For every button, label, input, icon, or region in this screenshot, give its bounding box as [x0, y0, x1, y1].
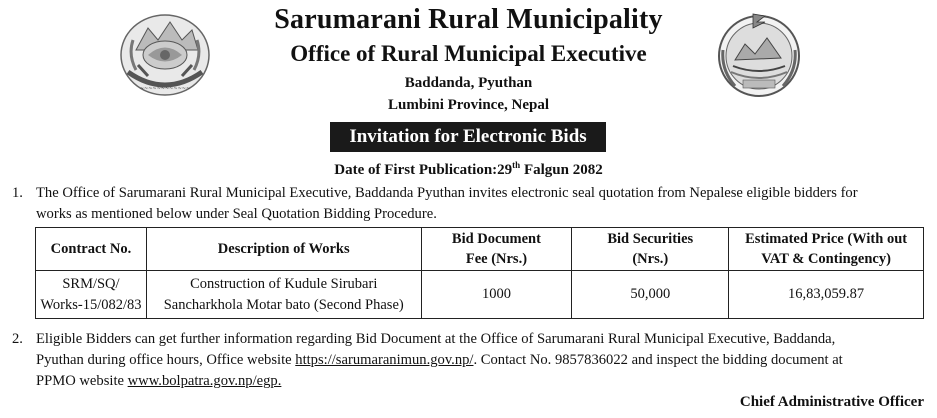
paragraph-1-line-2: works as mentioned below under Seal Quotation Bidding Procedure.	[36, 206, 437, 222]
address-line-1: Baddanda, Pyuthan	[404, 75, 533, 91]
paragraph-2	[12, 329, 923, 392]
cell-contract-no	[36, 271, 147, 319]
header-bid-securities-line-1: Bid Securities	[607, 231, 694, 247]
table-header-row	[36, 228, 924, 271]
contract-no-line-1: SRM/SQ/	[62, 275, 120, 292]
header-contract-no	[36, 228, 147, 271]
banner-text: Invitation for Electronic Bids	[349, 126, 587, 147]
cell-bid-securities: 50,000	[572, 271, 729, 319]
signature-title: Chief Administrative Officer	[739, 394, 924, 410]
publication-date	[0, 160, 937, 179]
paragraph-2-line-2	[36, 350, 923, 371]
table-row	[36, 271, 924, 319]
bids-table	[35, 227, 924, 319]
description-line-1: Construction of Kudule Sirubari	[190, 275, 378, 292]
header-bid-fee-line-1: Bid Document	[451, 231, 541, 247]
cell-description	[146, 271, 421, 319]
page-subtitle: Office of Rural Municipal Executive	[290, 41, 647, 66]
cell-bid-document-fee: 1000	[421, 271, 572, 319]
header-estimated-price-line-2: VAT & Contingency)	[761, 251, 891, 267]
header-description	[146, 228, 421, 271]
paragraph-2-line-2-end: . Contact No. 9857836022 and inspect the bidding document at	[473, 352, 843, 368]
header-description-text: Description of Works	[217, 241, 350, 257]
paragraph-2-line-3	[36, 371, 923, 392]
header-bid-document-fee	[421, 228, 572, 271]
cell-estimated-price: 16,83,059.87	[729, 271, 924, 319]
publication-date-suffix: Falgun 2082	[520, 162, 603, 178]
header-estimated-price-line-1: Estimated Price (With out	[745, 231, 908, 247]
ppmo-link[interactable]: www.bolpatra.gov.np/egp.	[127, 373, 282, 389]
address-line-2: Lumbini Province, Nepal	[388, 97, 549, 113]
page-title: Sarumarani Rural Municipality	[274, 4, 663, 35]
publication-date-superscript: th	[512, 160, 521, 170]
invitation-banner	[330, 122, 606, 152]
svg-text:~~~~~~~~~~~~: ~~~~~~~~~~~~	[139, 86, 191, 92]
paragraph-2-line-3-start: PPMO website	[36, 373, 128, 389]
header-estimated-price	[729, 228, 924, 271]
paragraph-2-line-1: Eligible Bidders can get further information regarding Bid Document at the Office of Sarumarani Rural Municipal Executive, Baddanda,	[36, 331, 836, 347]
header-bid-securities-line-2: (Nrs.)	[632, 251, 669, 267]
header-contract-no-text: Contract No.	[50, 241, 132, 257]
paragraph-1	[12, 183, 923, 225]
website-link[interactable]: https://sarumaranimun.gov.np/	[295, 352, 474, 368]
paragraph-1-line-1: The Office of Sarumarani Rural Municipal Executive, Baddanda Pyuthan invites electronic seal quotation from Nepalese eligible bidders for	[36, 185, 858, 201]
contract-no-line-2: Works-15/082/83	[40, 296, 142, 313]
paragraph-number: 2.	[12, 331, 23, 347]
header-bid-securities	[572, 228, 729, 271]
paragraph-2-line-2-start: Pyuthan during office hours, Office website	[36, 352, 296, 368]
publication-date-prefix: Date of First Publication:29	[334, 162, 513, 178]
description-line-2: Sancharkhola Motar bato (Second Phase)	[163, 296, 404, 313]
header-bid-fee-line-2: Fee (Nrs.)	[465, 251, 528, 267]
paragraph-number: 1.	[12, 185, 23, 201]
